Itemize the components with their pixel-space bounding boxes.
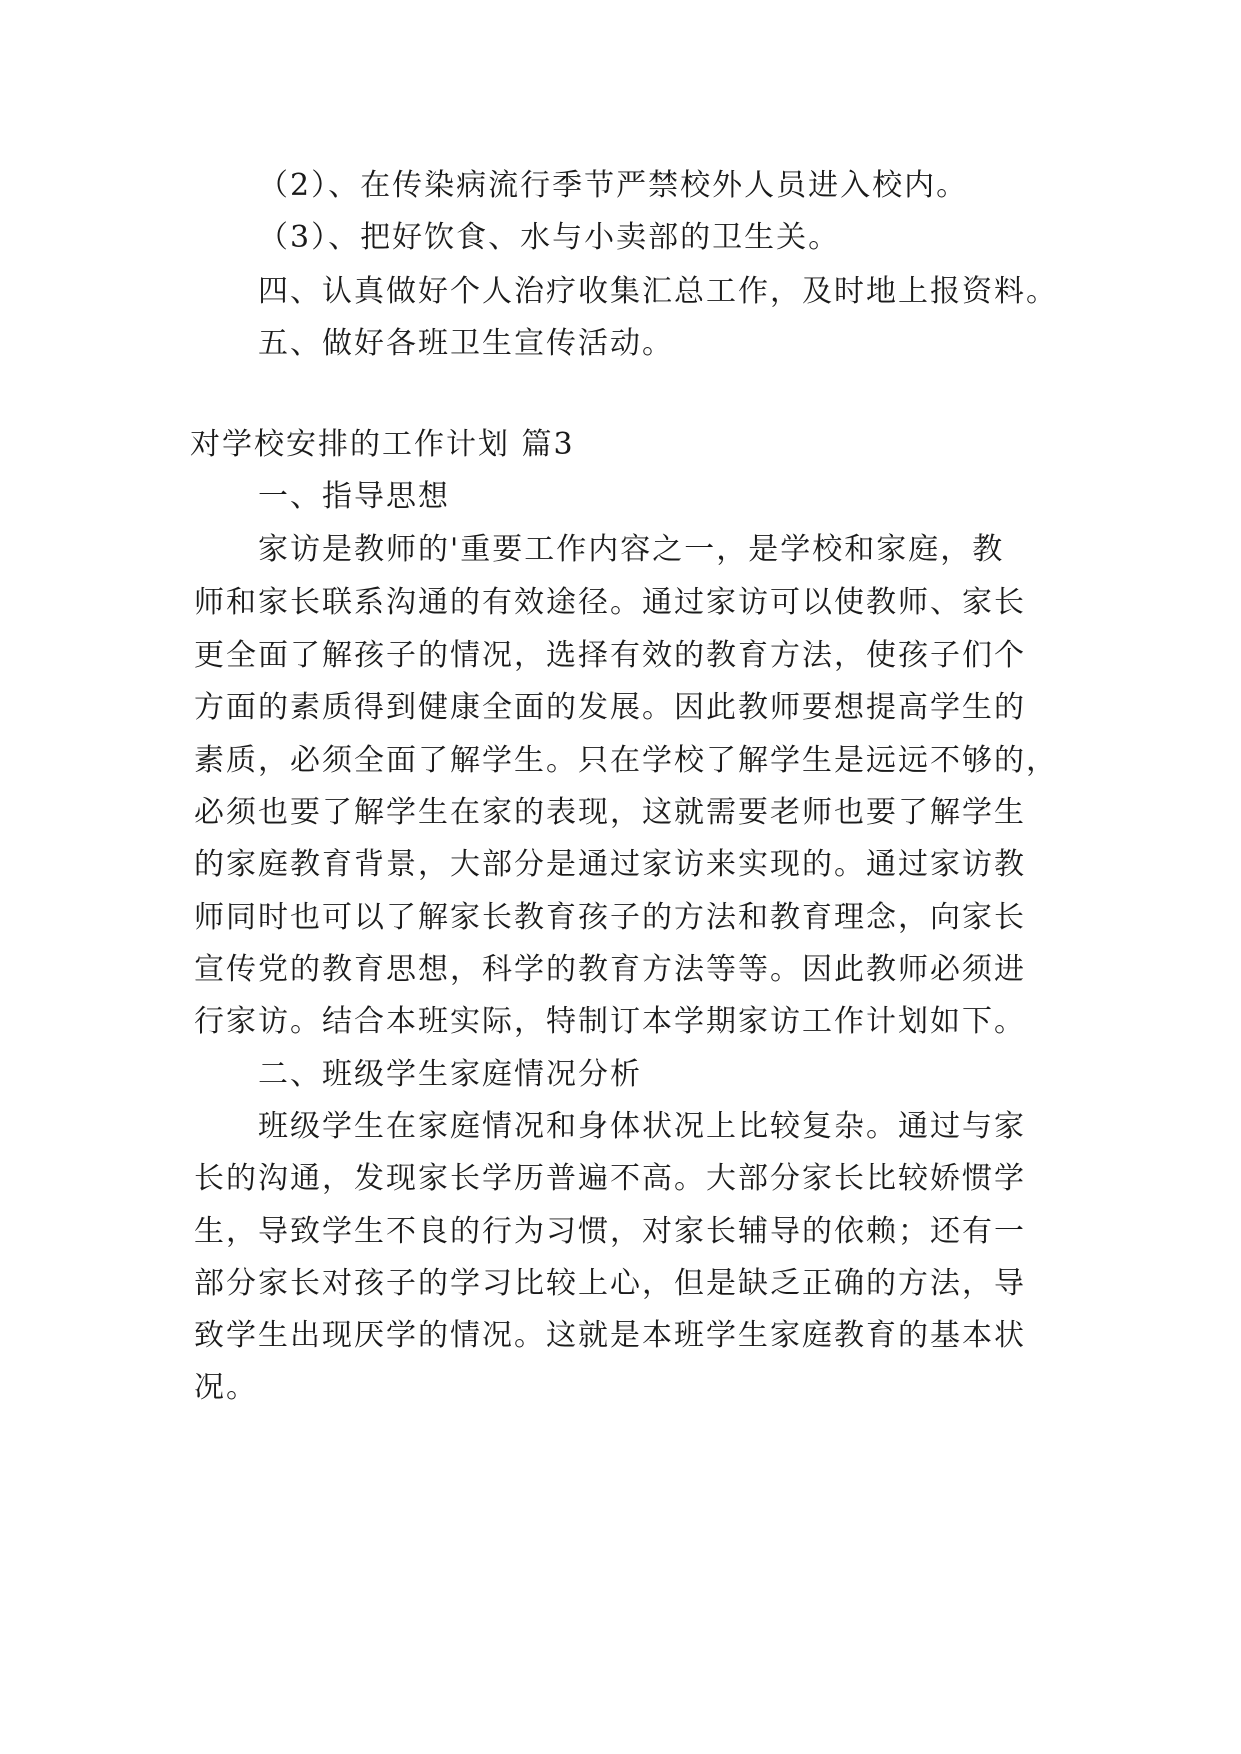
paragraph-line: 的家庭教育背景，大部分是通过家访来实现的。通过家访教 — [194, 847, 1026, 882]
paragraph-line: 更全面了解孩子的情况，选择有效的教育方法，使孩子们个 — [194, 638, 1026, 673]
list-item: 五、做好各班卫生宣传活动。 — [258, 326, 674, 361]
paragraph-line: 必须也要了解学生在家的表现，这就需要老师也要了解学生 — [194, 795, 1026, 830]
paragraph-line: 致学生出现厌学的情况。这就是本班学生家庭教育的基本状 — [194, 1318, 1026, 1353]
list-item: （2）、在传染病流行季节严禁校外人员进入校内。 — [258, 168, 969, 203]
list-item: （3）、把好饮食、水与小卖部的卫生关。 — [258, 220, 841, 255]
paragraph-line: 部分家长对孩子的学习比较上心，但是缺乏正确的方法，导 — [194, 1266, 1026, 1301]
paragraph-line: 况。 — [194, 1370, 258, 1405]
paragraph-line: 方面的素质得到健康全面的发展。因此教师要想提高学生的 — [194, 690, 1026, 725]
paragraph-line: 师和家长联系沟通的有效途径。通过家访可以使教师、家长 — [194, 585, 1026, 620]
paragraph-line: 素质，必须全面了解学生。只在学校了解学生是远远不够的， — [194, 743, 1058, 778]
heading-guiding-ideology: 一、指导思想 — [258, 479, 450, 514]
heading-family-analysis: 二、班级学生家庭情况分析 — [258, 1057, 642, 1092]
list-item: 四、认真做好个人治疗收集汇总工作，及时地上报资料。 — [258, 274, 1058, 309]
paragraph-line: 宣传党的教育思想，科学的教育方法等等。因此教师必须进 — [194, 952, 1026, 987]
paragraph-line: 家访是教师的'重要工作内容之一，是学校和家庭，教 — [258, 532, 1005, 567]
paragraph-line: 班级学生在家庭情况和身体状况上比较复杂。通过与家 — [258, 1109, 1026, 1144]
paragraph-line: 行家访。结合本班实际，特制订本学期家访工作计划如下。 — [194, 1004, 1026, 1039]
paragraph-line: 长的沟通，发现家长学历普遍不高。大部分家长比较娇惯学 — [194, 1161, 1026, 1196]
section-title: 对学校安排的工作计划 篇3 — [190, 427, 575, 462]
paragraph-line: 生，导致学生不良的行为习惯，对家长辅导的依赖；还有一 — [194, 1214, 1026, 1249]
paragraph-line: 师同时也可以了解家长教育孩子的方法和教育理念，向家长 — [194, 900, 1026, 935]
